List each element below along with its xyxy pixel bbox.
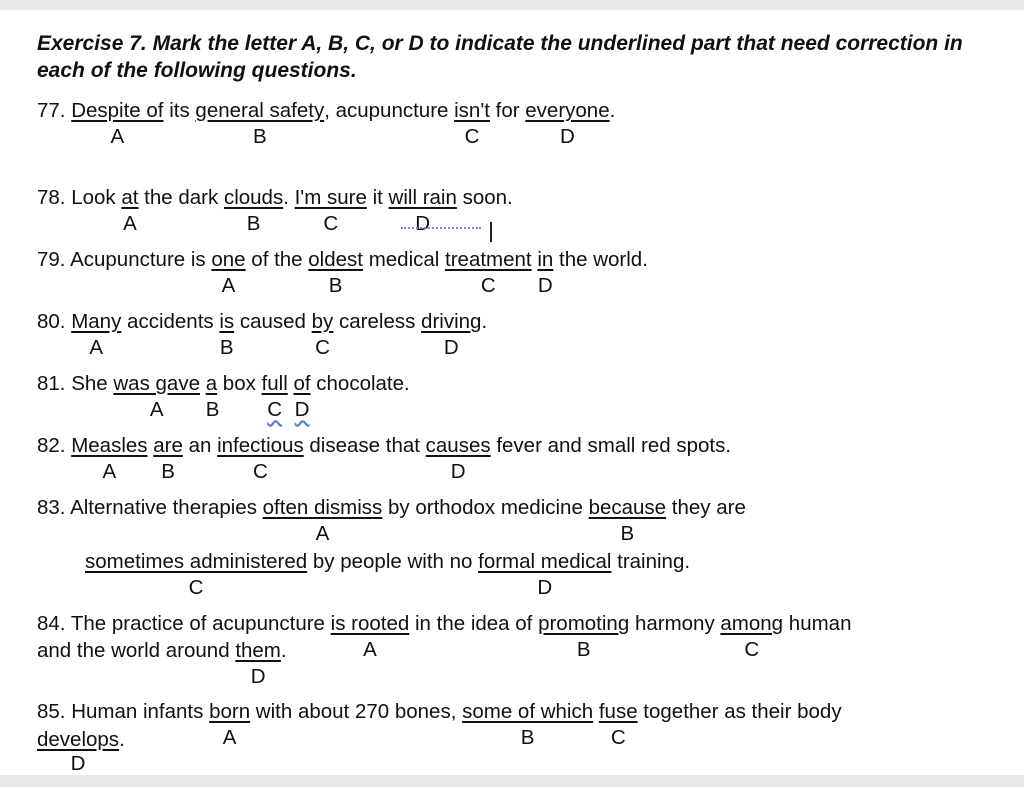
question-78: 78. Look at A the dark clouds B . I'm sure C it will rain D soon. [37,186,513,235]
option-a-label: A [149,398,164,421]
option-c-label: C [464,125,480,148]
option-c: treatment C [445,248,532,297]
option-d-label: D [294,398,310,421]
option-a: Despite of A [71,99,164,148]
question-number: 79. [37,248,66,271]
question-number: 80. [37,310,66,333]
option-a: at A [121,186,139,235]
text-cursor [490,222,492,242]
question-number: 82. [37,434,66,457]
option-a: was gave A [113,372,200,421]
option-d: everyone D [525,99,610,148]
option-a: born A [209,700,251,749]
option-d: develops D [37,728,120,775]
option-a: Measles A [71,434,148,483]
option-d: them D [235,639,281,688]
question-number: 78. [37,186,66,209]
option-b-label: B [620,522,635,545]
question-77: 77. Despite of A its general safety B , acupuncture isn't C for everyone D . [37,99,616,148]
question-number: 77. [37,99,66,122]
question-84: 84. The practice of acupuncture is rooted A in the idea of promoting B harmony among C human [37,612,852,661]
option-b: clouds B [223,186,284,235]
question-82: 82. Measles A are B an infectious C disease that causes D fever and small red spots. [37,434,732,483]
option-c: I'm sure C [294,186,367,235]
question-81: 81. She was gave A a B box full C of D chocolate. [37,372,410,421]
option-b-label: B [246,212,261,235]
option-d-label: D [443,336,459,359]
option-c: among C [720,612,784,661]
question-79: 79. Acupuncture is one A of the oldest B medical treatment C in D the world. [37,248,648,297]
option-c-label: C [610,726,626,749]
question-83: 83. Alternative therapies often dismiss A by orthodox medicine because B they are [37,496,746,545]
option-a-label: A [363,638,377,661]
option-c: fuse C [598,700,638,749]
option-a-label: A [123,212,137,235]
option-b-label: B [576,638,591,661]
option-b-label: B [205,398,220,421]
worksheet-page [0,10,1024,775]
exercise-title: Exercise 7. Mark the letter A, B, C, or D to indicate the underlined part that need correction in each of the following questions. [37,32,963,82]
option-c-label: C [267,398,283,421]
option-a-label: A [110,125,125,148]
option-d-label: D [450,460,466,483]
option-b: some of which B [462,700,594,749]
option-a-label: A [315,522,330,545]
option-d-label: D [537,576,553,599]
option-b: because B [588,496,667,545]
option-b: are B [153,434,183,483]
question-85-continued: develops D . [37,728,125,775]
option-b: general safety B [195,99,325,148]
option-d-label: D [70,752,86,775]
option-d-label: D [537,274,553,297]
option-c: sometimes administered C [85,550,308,599]
question-number: 83. [37,496,66,519]
question-number: 84. [37,612,66,635]
option-d: will rain D [388,186,457,235]
option-b-label: B [252,125,267,148]
option-b-label: B [520,726,535,749]
option-d: in D [537,248,554,297]
option-a: often dismiss A [262,496,383,545]
option-b: oldest B [308,248,363,297]
option-d-label: D [250,665,266,688]
option-a: one A [211,248,246,297]
question-80: 80. Many A accidents is B caused by C careless driving D . [37,310,488,359]
option-a-label: A [102,460,117,483]
option-b-label: B [161,460,175,483]
option-d-label: D [415,212,431,235]
option-d: driving D [421,310,482,359]
question-84-continued: and the world around them D . [37,639,287,688]
option-c: full C [261,372,288,421]
option-a: Many A [71,310,122,359]
option-c-label: C [480,274,496,297]
option-b: a B [205,372,220,421]
option-d: of D [293,372,311,421]
option-b: is B [219,310,235,359]
option-c-label: C [744,638,760,661]
option-c-label: C [315,336,330,359]
option-b: promoting B [538,612,630,661]
question-83-continued: sometimes administered C by people with no formal medical D training. [85,550,691,599]
question-number: 81. [37,372,66,395]
option-d: formal medical D [478,550,612,599]
spellcheck-underline [401,224,481,229]
question-85: 85. Human infants born A with about 270 bones, some of which B fuse C together as their body [37,700,842,749]
option-c: isn't C [454,99,490,148]
option-a-label: A [221,274,236,297]
option-d-label: D [560,125,575,148]
option-c: infectious C [217,434,304,483]
option-c-label: C [188,576,204,599]
option-b-label: B [219,336,234,359]
option-c-label: C [252,460,268,483]
option-b-label: B [328,274,343,297]
question-number: 85. [37,700,66,723]
option-c-label: C [323,212,339,235]
option-c: by C [311,310,334,359]
option-d: causes D [425,434,491,483]
option-a-label: A [89,336,104,359]
option-a-label: A [222,726,237,749]
option-a: is rooted A [330,612,410,661]
